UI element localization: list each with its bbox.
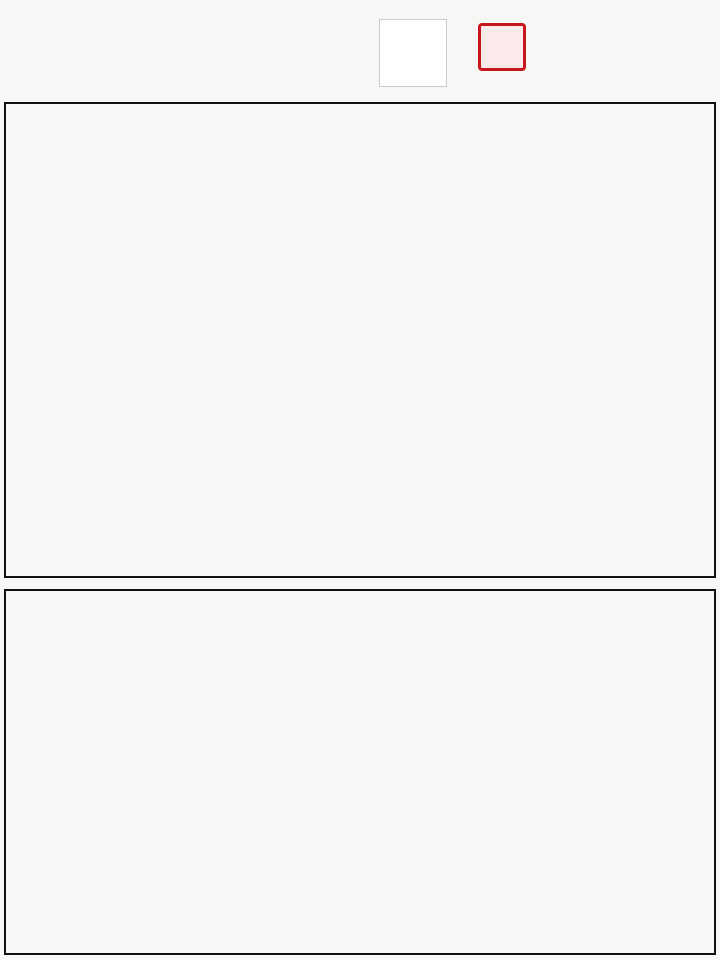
seal-stamp-icon (478, 23, 526, 71)
qr-code-icon[interactable] (379, 19, 447, 87)
pillars-grid (4, 102, 716, 578)
header-info (12, 10, 352, 26)
gioi-tinh (12, 10, 352, 26)
annual-years-grid (4, 589, 716, 955)
